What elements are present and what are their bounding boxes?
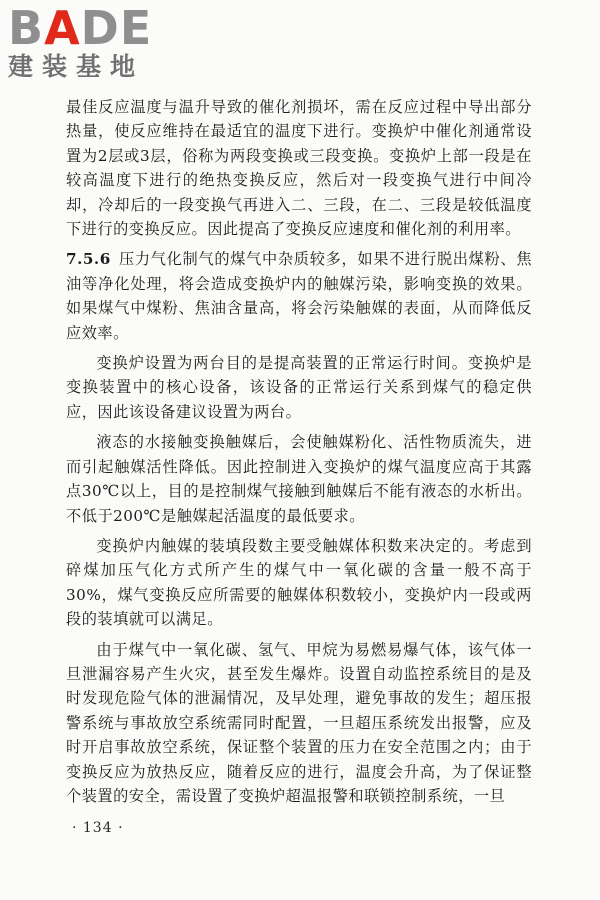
paragraph-section-7-5-6: 7.5.6 压力气化制气的煤气中杂质较多，如果不进行脱出煤粉、焦油等净化处理，将会造成变换炉内的触媒污染，影响变换的效果。如果煤气中煤粉、焦油含量高，将会污染触媒的表面，从而降低反应效率。 [66,250,532,342]
paragraph: 由于煤气中一氧化碳、氢气、甲烷为易燃易爆气体，该气体一旦泄漏容易产生火灾，甚至发生爆炸。设置自动监控系统目的是及时发现危险气体的泄漏情况，及早处理，避免事故的发生；超压报警系统与事故放空系统需同时配置，一旦超压系统发出报警，应及时开启事故放空系统，保证整个装置的压力在安全范围之内；由于变换反应为放热反应，随着反应的进行，温度会升高，为了保证整个装置的安全，需设置了变换炉超温报警和联锁控制系统，一旦 [66,640,532,805]
paragraph-continuation: 最佳反应温度与温升导致的催化剂损坏，需在反应过程中导出部分热量，使反应维持在最适宜的温度下进行。变换炉中催化剂通常设置为2层或3层，俗称为两段变换或三段变换。变换炉上部一段是在较高温度下进行的绝热变换反应，然后对一段变换气进行中间冷却，冷却后的一段变换气再进入二、三段，在二、三段是较低温度下进行的变换反应。因此提高了变换反应速度和催化剂的利用率。 [66,98,532,239]
logo-wordmark: BADE [8,1,153,55]
page-number: · 134 · [72,820,124,836]
section-number: 7.5.6 [66,250,111,269]
logo-subtitle: 建装基地 [8,52,145,81]
page-body [66,95,532,814]
site-logo [8,1,178,86]
paragraph: 变换炉设置为两台目的是提高装置的正常运行时间。变换炉是变换装置中的核心设备，该设备的正常运行关系到煤气的稳定供应，因此该设备建议设置为两台。 [66,354,532,421]
paragraph: 液态的水接触变换触媒后，会使触媒粉化、活性物质流失，进而引起触媒活性降低。因此控制进入变换炉的煤气温度应高于其露点30℃以上，目的是控制煤气接触到触媒后不能有液态的水析出。不低于200℃是触媒起活温度的最低要求。 [66,433,532,525]
paragraph: 变换炉内触媒的装填段数主要受触媒体积数来决定的。考虑到碎煤加压气化方式所产生的煤气中一氧化碳的含量一般不高于30%，煤气变换反应所需要的触媒体积数较小，变换炉内一段或两段的装填就可以满足。 [66,536,532,629]
logo-accent-letter: A [44,1,81,55]
